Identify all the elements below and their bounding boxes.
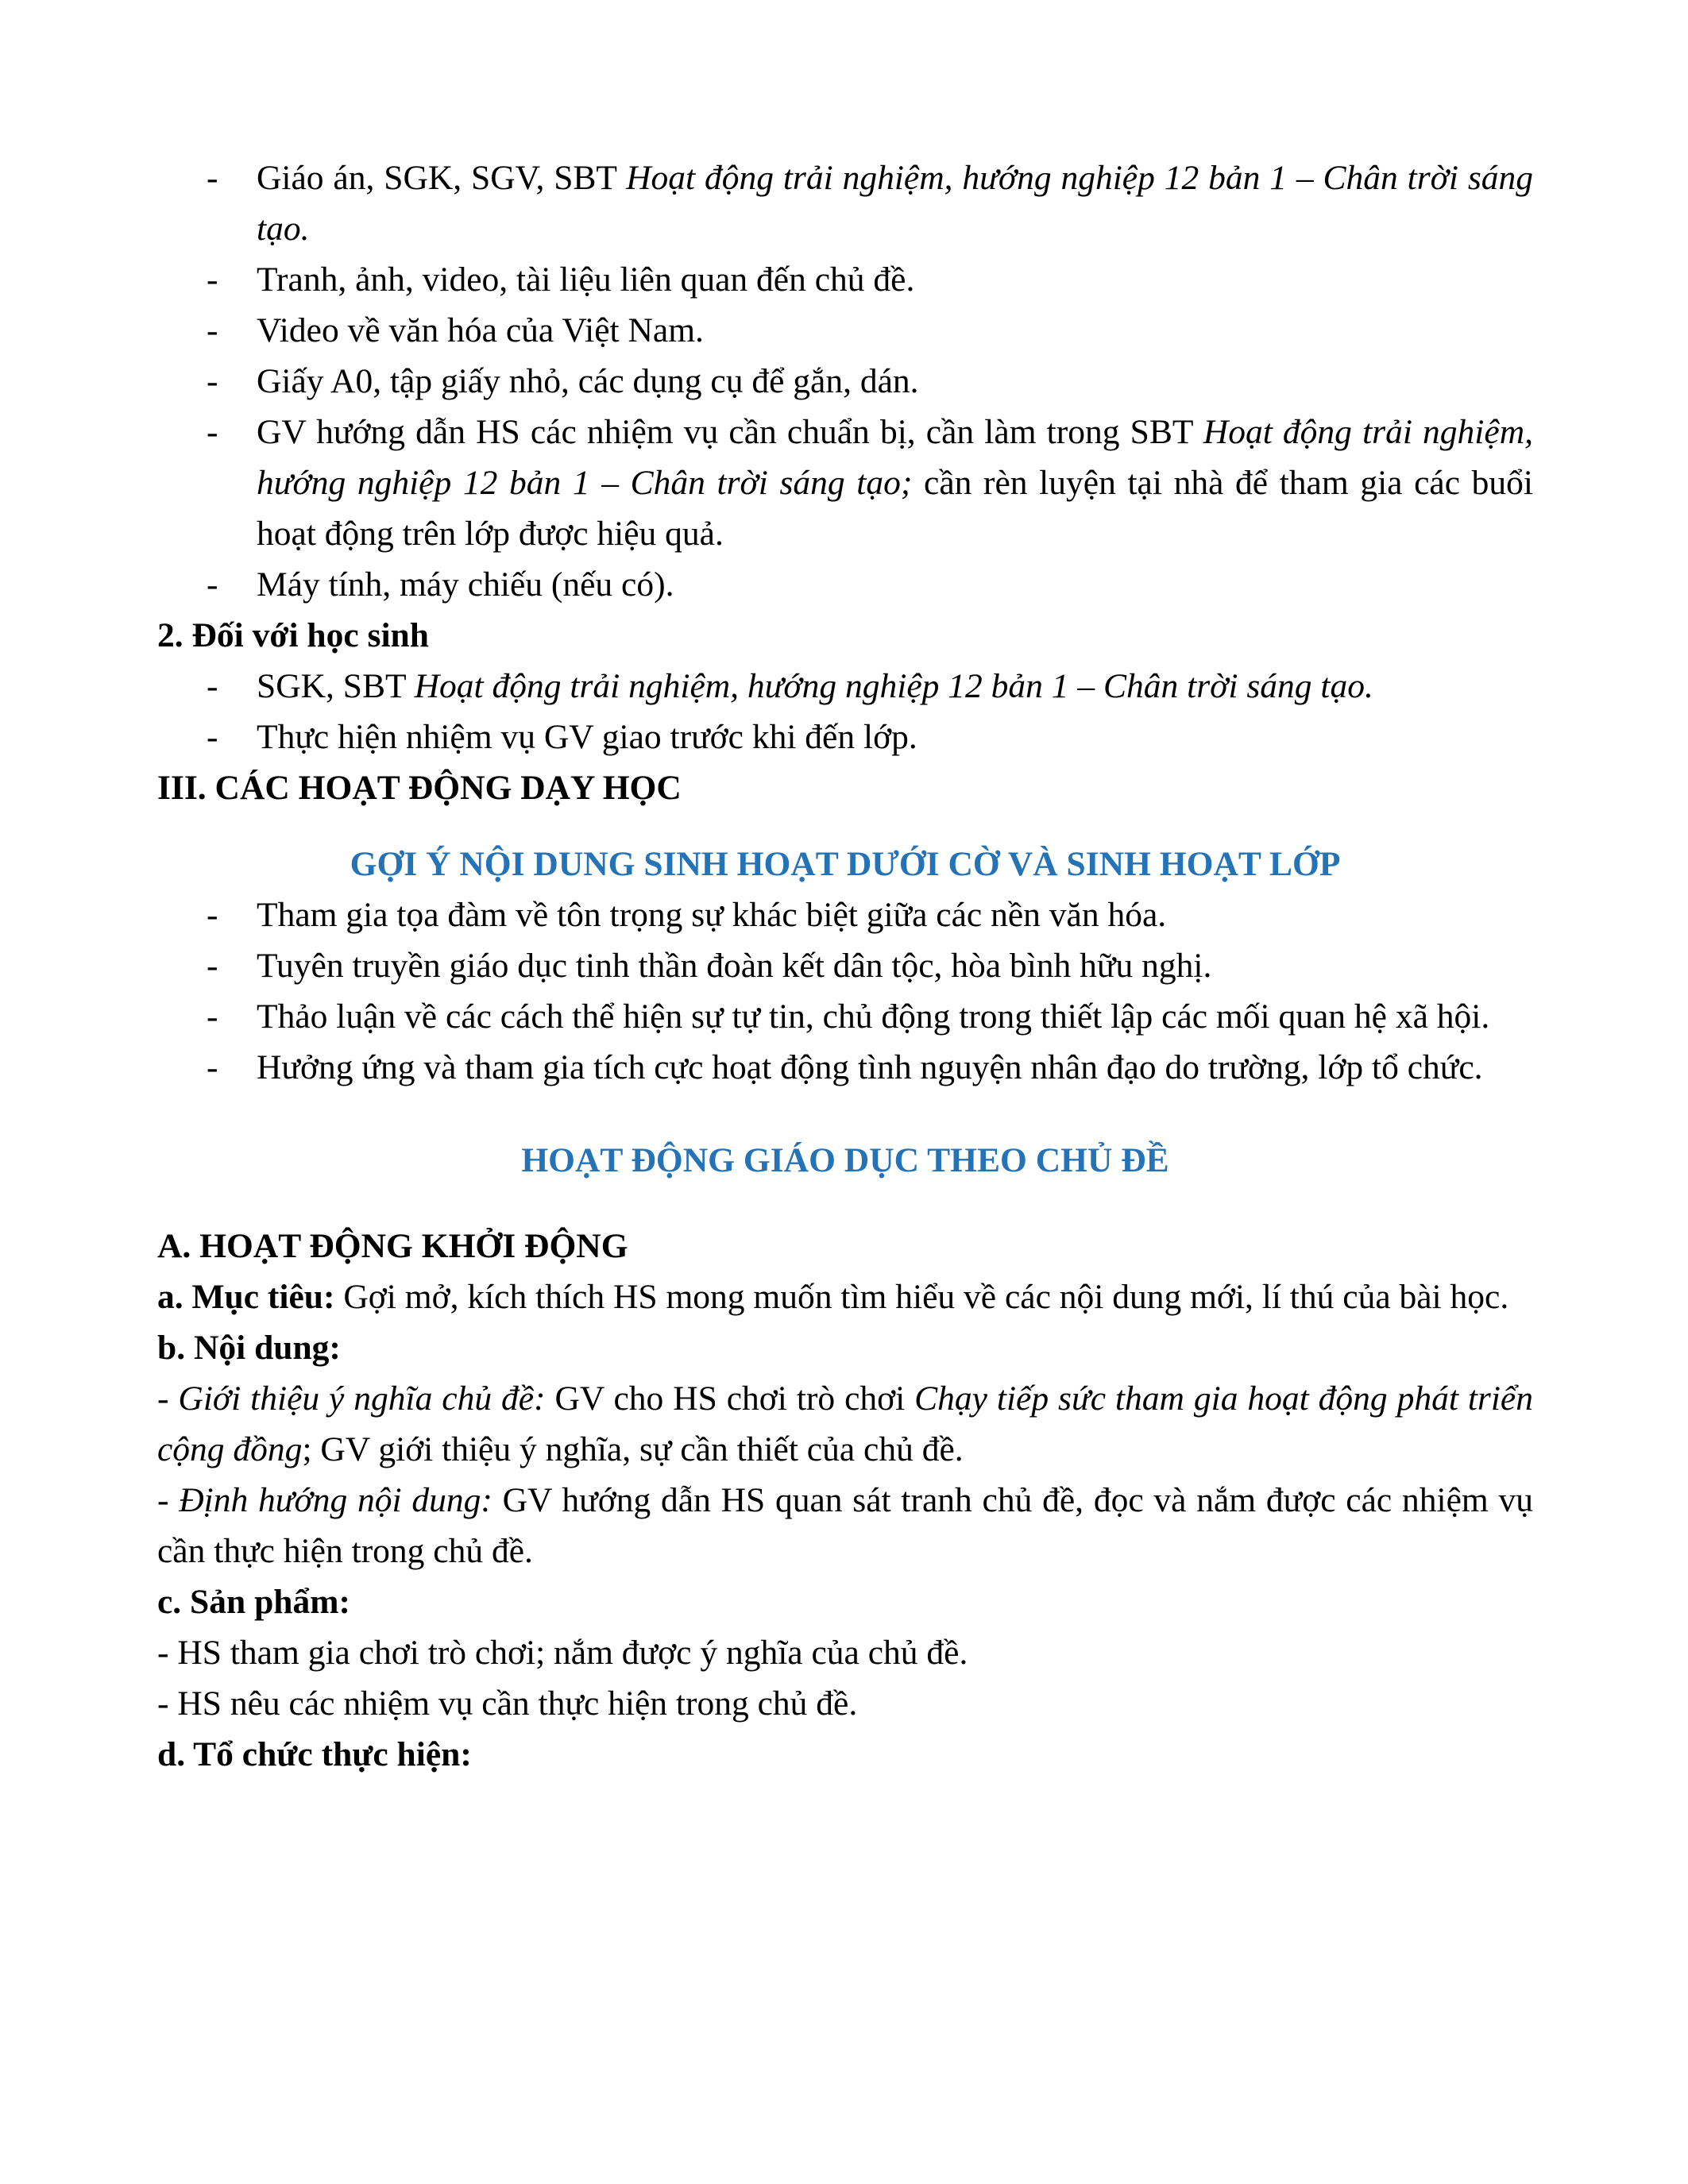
bullet-dash: - [207,718,218,756]
bullet-dash: - [207,947,218,985]
list-item: - Tham gia tọa đàm về tôn trọng sự khác biệt giữa các nền văn hóa. [157,889,1533,940]
bullet-dash: - [207,997,218,1036]
objective-paragraph: a. Mục tiêu: Gợi mở, kích thích HS mong muốn tìm hiểu về các nội dung mới, lí thú của bài học. [157,1278,1509,1316]
content-heading: b. Nội dung: [157,1329,341,1367]
bullet-dash: - [207,667,218,705]
list-item: - Thực hiện nhiệm vụ GV giao trước khi đến lớp. [157,712,1533,762]
implementation-heading: d. Tổ chức thực hiện: [157,1735,472,1773]
document-content [157,152,1533,1780]
list-item: - Giấy A0, tập giấy nhỏ, các dụng cụ để gắn, dán. [157,356,1533,407]
product-item: - HS nêu các nhiệm vụ cần thực hiện trong chủ đề. [157,1684,858,1723]
list-item: - Tranh, ảnh, video, tài liệu liên quan đến chủ đề. [157,254,1533,305]
bullet-dash: - [207,565,218,604]
bullet-dash: - [207,260,218,299]
bullet-dash: - [207,159,218,197]
activity-a-heading: A. HOẠT ĐỘNG KHỞI ĐỘNG [157,1227,628,1265]
list-item: - Hưởng ứng và tham gia tích cực hoạt động tình nguyện nhân đạo do trường, lớp tổ chức. [157,1042,1533,1093]
objective-label: a. Mục tiêu: [157,1278,335,1316]
product-item: - HS tham gia chơi trò chơi; nắm được ý nghĩa của chủ đề. [157,1634,968,1672]
list-item: - GV hướng dẫn HS các nhiệm vụ cần chuẩn bị, cần làm trong SBT Hoạt động trải nghiệm, hướng nghiệp 12 bản 1 – Chân trời sáng tạo; cần rèn luyện tại nhà để tham gia các buổi hoạt động trên lớp được hiệu quả. [157,407,1533,559]
bullet-dash: - [207,362,218,400]
list-item: - Máy tính, máy chiếu (nếu có). [157,559,1533,610]
bullet-dash: - [207,896,218,934]
section-3-heading: III. CÁC HOẠT ĐỘNG DẠY HỌC [157,769,682,807]
content-item: - Định hướng nội dung: GV hướng dẫn HS quan sát tranh chủ đề, đọc và nắm được các nhiệm vụ cần thực hiện trong chủ đề. [157,1481,1533,1570]
list-item: - SGK, SBT Hoạt động trải nghiệm, hướng nghiệp 12 bản 1 – Chân trời sáng tạo. [157,661,1533,712]
list-item: - Thảo luận về các cách thể hiện sự tự tin, chủ động trong thiết lập các mối quan hệ xã hội. [157,991,1533,1042]
student-heading: 2. Đối với học sinh [157,616,429,654]
suggest-title: GỢI Ý NỘI DUNG SINH HOẠT DƯỚI CỜ VÀ SINH HOẠT LỚP [350,845,1341,883]
student-materials-list [157,661,1533,762]
list-item: - Tuyên truyền giáo dục tinh thần đoàn kết dân tộc, hòa bình hữu nghị. [157,940,1533,991]
bullet-dash: - [207,1048,218,1086]
product-heading: c. Sản phẩm: [157,1583,350,1621]
list-item: - Video về văn hóa của Việt Nam. [157,305,1533,356]
list-item: - Giáo án, SGK, SGV, SBT Hoạt động trải nghiệm, hướng nghiệp 12 bản 1 – Chân trời sáng tạo. [157,152,1533,254]
theme-title: HOẠT ĐỘNG GIÁO DỤC THEO CHỦ ĐỀ [521,1141,1169,1179]
content-item: - Giới thiệu ý nghĩa chủ đề: GV cho HS chơi trò chơi Chạy tiếp sức tham gia hoạt động phát triển cộng đồng; GV giới thiệu ý nghĩa, sự cần thiết của chủ đề. [157,1379,1533,1468]
bullet-dash: - [207,413,218,451]
teacher-materials-list [157,152,1533,610]
bullet-dash: - [207,311,218,349]
suggest-list [157,889,1533,1093]
